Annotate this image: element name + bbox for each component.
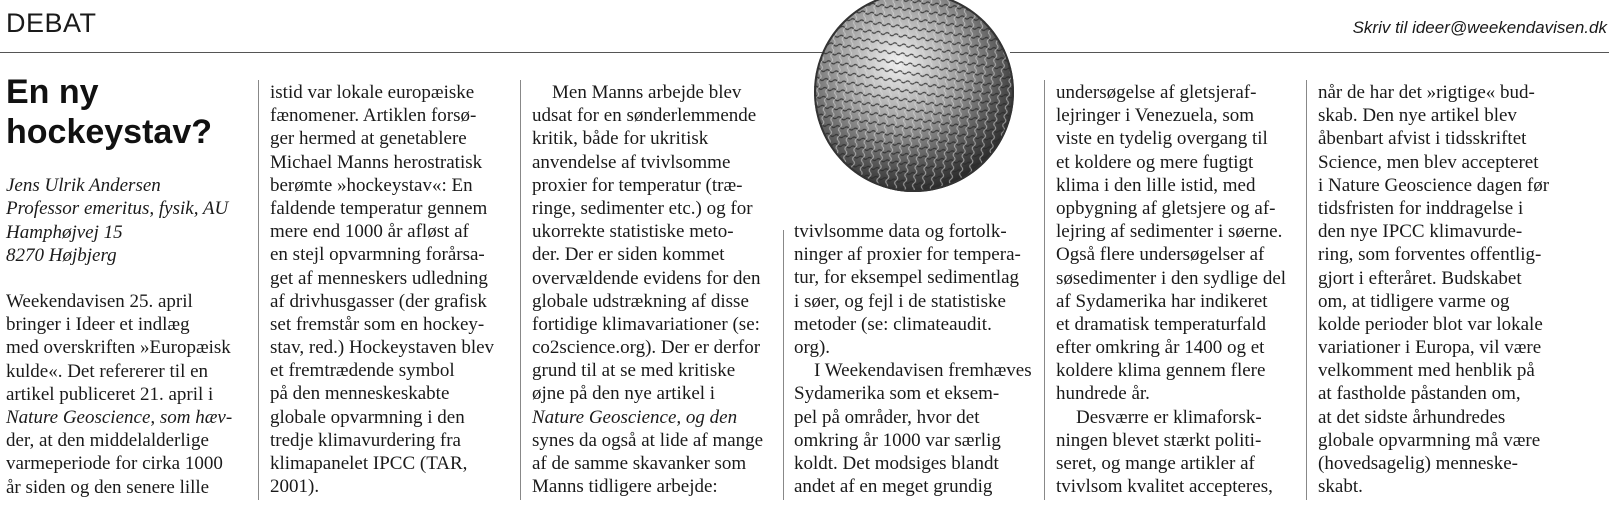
text-line: opbygning af gletsjere og af- <box>1056 197 1276 219</box>
author-city: 8270 Højbjerg <box>6 244 117 266</box>
text-line: koldere klima gennem flere <box>1056 360 1266 382</box>
text-line: Nature Geoscience, og den <box>532 406 738 428</box>
text-line: co2science.org). Der er derfor <box>532 337 761 359</box>
article-column-2 <box>270 81 494 498</box>
text-line: ringe, sedimenter etc.) og for <box>532 197 753 219</box>
text-line: kulde«. Det refererer til en <box>6 360 209 382</box>
text-line: et dramatisk temperaturfald <box>1056 313 1266 335</box>
article-column-4 <box>794 220 1032 498</box>
text-line: tredje klimavurdering fra <box>270 429 461 451</box>
text-line: tur, for eksempel sedimentlag <box>794 267 1020 289</box>
text-line: gjort i efteråret. Budskabet <box>1318 267 1522 289</box>
text-line: org). <box>794 336 831 358</box>
contact-email[interactable]: Skriv til ideer@weekendavisen.dk <box>1352 18 1607 37</box>
text-line: der. Der er siden kommet <box>532 244 725 266</box>
text-line: varmeperiode for cirka 1000 <box>6 453 223 475</box>
text-line: den nye IPCC klimavurde- <box>1318 221 1523 243</box>
text-line: faldende temperatur gennem <box>270 197 488 219</box>
text-line: klima i den lille istid, med <box>1056 174 1256 196</box>
text-line: i Nature Geoscience dagen før <box>1318 174 1550 196</box>
text-line: Nature Geoscience, som hæv- <box>6 406 233 428</box>
text-line: globale opvarmning i den <box>270 406 465 428</box>
text-line: ger hermed at genetablere <box>270 128 467 150</box>
microphone-image <box>808 0 1020 196</box>
text-line: kolde perioder blot var lokale <box>1318 313 1543 335</box>
text-line: overvældende evidens for den <box>532 267 761 289</box>
text-line: kritik, både for ukritisk <box>532 128 709 150</box>
text-line: berømte »hockeystav«: En <box>270 174 473 196</box>
text-line: grund til at se med kritiske <box>532 360 736 382</box>
headline-line-2: hockeystav? <box>6 113 212 151</box>
author-title: Professor emeritus, fysik, AU <box>6 198 229 220</box>
text-line: omkring år 1000 var særlig <box>794 429 1001 451</box>
text-line: klimapanelet IPCC (TAR, <box>270 453 468 474</box>
text-line: anvendelse af tvivlsomme <box>532 151 731 173</box>
headline <box>6 72 212 152</box>
section-label: DEBAT <box>6 8 97 38</box>
text-line: at det sidste århundredes <box>1318 406 1506 428</box>
byline <box>6 174 228 267</box>
text-line: variationer i Europa, vil være <box>1318 337 1542 359</box>
text-line: istid var lokale europæiske <box>270 82 475 103</box>
text-line: viste en tydelig overgang til <box>1056 128 1268 150</box>
text-line: øjne på den nye artikel i <box>532 383 716 405</box>
text-line: skab. Den nye artikel blev <box>1318 105 1517 127</box>
text-line: udsat for en sønderlemmende <box>532 105 757 127</box>
text-line: med overskriften »Europæisk <box>6 337 231 359</box>
text-line: åbenbart afvist i tidsskriftet <box>1318 128 1527 150</box>
text-line: Michael Manns herostratisk <box>270 151 483 173</box>
text-line: fortidige klimavariationer (se: <box>532 313 760 335</box>
text-line: når de har det »rigtige« bud- <box>1318 82 1535 103</box>
text-line: get af menneskers udledning <box>270 267 488 289</box>
text-line: globale udstrækning af disse <box>532 290 749 312</box>
text-line: velkomment med henblik på <box>1318 360 1535 382</box>
text-line: Også flere undersøgelser af <box>1056 244 1265 266</box>
text-line: af Sydamerika har indikeret <box>1056 290 1268 312</box>
column-divider <box>258 80 259 500</box>
author-name: Jens Ulrik Andersen <box>6 175 161 196</box>
text-line: at fastholde påstanden om, <box>1318 383 1521 405</box>
text-line: tvivlsomme data og fortolk- <box>794 221 1007 242</box>
text-line: globale opvarmning må være <box>1318 429 1541 451</box>
header-rule-left <box>0 52 830 53</box>
text-line: koldt. Det modsiges blandt <box>794 452 999 474</box>
column-divider <box>1306 80 1307 500</box>
text-line: stav, red.) Hockeystaven blev <box>270 337 495 359</box>
text-line: efter omkring år 1400 og et <box>1056 337 1265 359</box>
text-line: lejringer i Venezuela, som <box>1056 105 1255 127</box>
text-line: set fremstår som en hockey- <box>270 313 485 335</box>
text-line: pel på områder, hvor det <box>794 406 980 428</box>
text-line: metoder (se: climateaudit. <box>794 313 992 335</box>
header-rule-right <box>1010 52 1609 53</box>
text-line: ningen blevet stærkt politi- <box>1056 429 1262 451</box>
text-line: ninger af proxier for tempera- <box>794 244 1021 266</box>
text-line: af de samme skavanker som <box>532 453 747 474</box>
text-line: et koldere og mere fugtigt <box>1056 151 1254 173</box>
text-line: Science, men blev accepteret <box>1318 151 1539 173</box>
text-line: en stejl opvarmning forårsa- <box>270 244 485 266</box>
text-line: synes da også at lide af mange <box>532 429 764 451</box>
text-line: hundrede år. <box>1056 383 1150 405</box>
text-line: på den menneskeskabte <box>270 383 450 405</box>
article-column-1 <box>6 290 232 499</box>
text-line: mere end 1000 år afløst af <box>270 221 469 243</box>
text-line: I Weekendavisen fremhæves <box>814 360 1032 382</box>
text-line: ring, som forventes offentlig- <box>1318 244 1542 266</box>
text-line: fænomener. Artiklen forsø- <box>270 105 477 127</box>
text-line: tvivlsom kvalitet accepteres, <box>1056 476 1273 498</box>
article-column-5 <box>1056 81 1286 498</box>
text-line: undersøgelse af gletsjeraf- <box>1056 82 1257 103</box>
text-line: af drivhusgasser (der grafisk <box>270 290 487 312</box>
text-line: bringer i Ideer et indlæg <box>6 314 190 336</box>
text-line: et fremtrædende symbol <box>270 360 455 382</box>
text-line: i søer, og fejl i de statistiske <box>794 290 1006 312</box>
text-line: Desværre er klimaforsk- <box>1076 406 1262 428</box>
text-line: seret, og mange artikler af <box>1056 453 1255 474</box>
text-line: ukorrekte statistiske meto- <box>532 221 734 243</box>
text-line: 2001). <box>270 476 320 498</box>
headline-line-1: En ny <box>6 73 99 111</box>
column-divider <box>520 80 521 500</box>
text-line: om, at tidligere varme og <box>1318 290 1510 312</box>
text-line: Weekendavisen 25. april <box>6 291 193 312</box>
text-line: Men Manns arbejde blev <box>552 82 742 103</box>
author-street: Hamphøjvej 15 <box>6 221 123 243</box>
text-line: skabt. <box>1318 476 1363 498</box>
column-divider <box>1044 80 1045 500</box>
column-divider <box>783 230 784 500</box>
text-line: andet af en meget grundig <box>794 476 993 498</box>
text-line: Sydamerika som et eksem- <box>794 383 1000 405</box>
text-line: (hovedsagelig) menneske- <box>1318 453 1518 474</box>
text-line: artikel publiceret 21. april i <box>6 383 214 405</box>
text-line: lejring af sedimenter i søerne. <box>1056 221 1283 243</box>
text-line: Manns tidligere arbejde: <box>532 476 718 498</box>
text-line: der, at den middelalderlige <box>6 430 209 452</box>
text-line: år siden og den senere lille <box>6 476 210 498</box>
text-line: søsedimenter i den sydlige del <box>1056 267 1287 289</box>
text-line: proxier for temperatur (træ- <box>532 174 743 196</box>
article-column-3 <box>532 81 763 498</box>
text-line: tidsfristen for inddragelse i <box>1318 197 1524 219</box>
article-column-6 <box>1318 81 1549 498</box>
